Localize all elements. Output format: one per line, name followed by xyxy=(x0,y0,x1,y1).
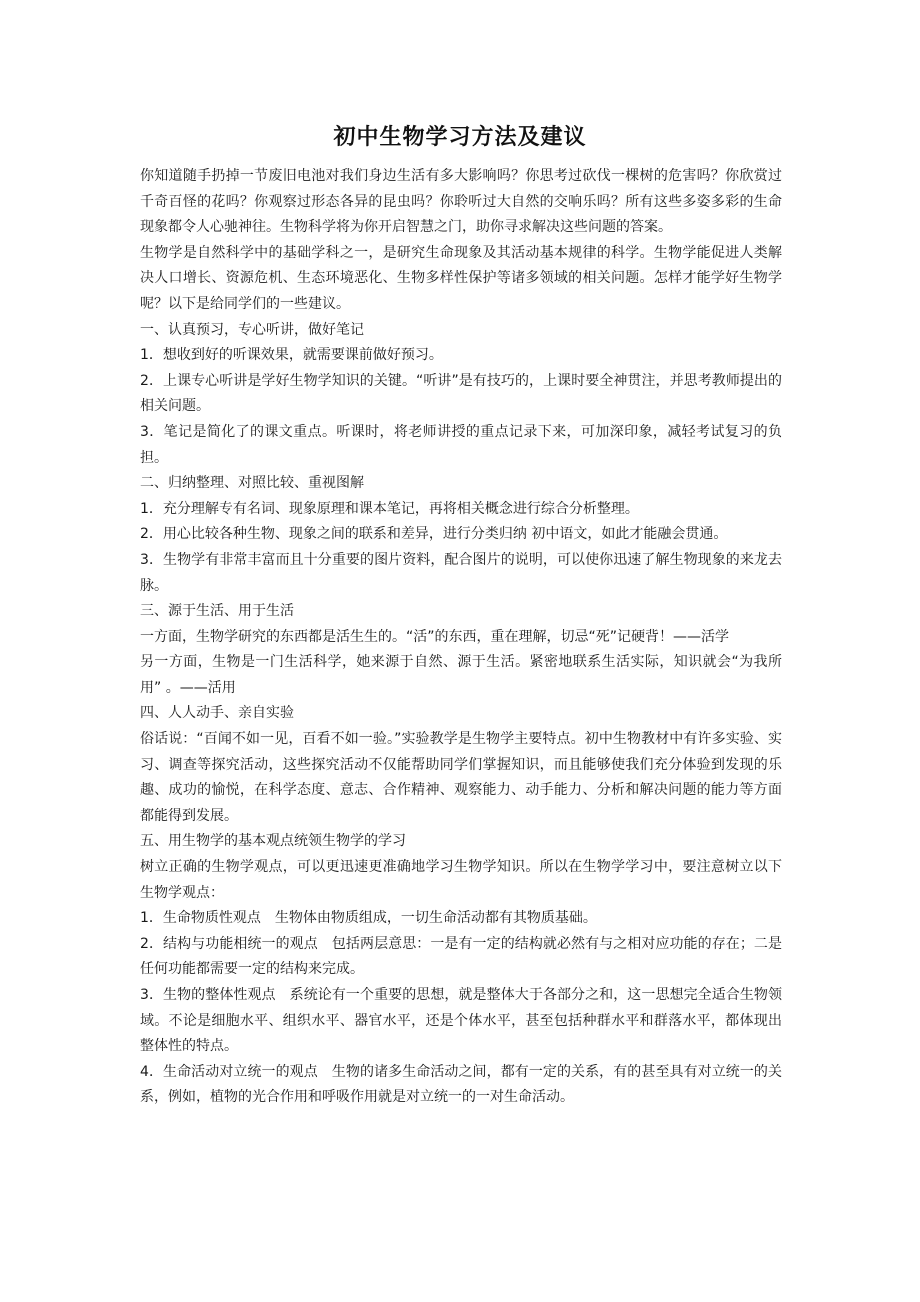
section-heading: 四、人人动手、亲自实验 xyxy=(140,705,294,722)
section-heading: 一、认真预习，专心听讲，做好笔记 xyxy=(140,321,364,338)
section-heading: 三、源于生活、用于生活 xyxy=(140,603,294,620)
list-item: 2．用心比较各种生物、现象之间的联系和差异，进行分类归纳 初中语文，如此才能融会贯通。 xyxy=(140,526,728,543)
list-item: 2．上课专心听讲是学好生物学知识的关键。“听讲”是有技巧的，上课时要全神贯注，并思考教师提出的相关问题。 xyxy=(140,372,782,415)
list-item: 2．结构与功能相统一的观点 包括两层意思：一是有一定的结构就必然有与之相对应功能的存在；二是任何功能都需要一定的结构来完成。 xyxy=(140,935,782,978)
list-item: 1．充分理解专有名词、现象原理和课本笔记，再将相关概念进行综合分析整理。 xyxy=(140,500,639,517)
list-item: 1．想收到好的听课效果，就需要课前做好预习。 xyxy=(140,347,443,364)
intro-paragraph: 生物学是自然科学中的基础学科之一，是研究生命现象及其活动基本规律的科学。生物学能促进人类解决人口增长、资源危机、生态环境恶化、生物多样性保护等诸多领域的相关问题。怎样才能学好生物学呢？以下是给同学们的一些建议。 xyxy=(140,244,782,312)
intro-paragraph: 你知道随手扔掉一节废旧电池对我们身边生活有多大影响吗？你思考过砍伐一棵树的危害吗？你欣赏过千奇百怪的花吗？你观察过形态各异的昆虫吗？你聆听过大自然的交响乐吗？所有这些多姿多彩的生命现象都令人心驰神往。生物科学将为你开启智慧之门，助你寻求解决这些问题的答案。 xyxy=(140,168,782,236)
body-paragraph: 俗话说：“百闻不如一见，百看不如一验。”实验教学是生物学主要特点。初中生物教材中有许多实验、实习、调查等探究活动，这些探究活动不仅能帮助同学们掌握知识，而且能够使我们充分体验到发现的乐趣、成功的愉悦，在科学态度、意志、合作精神、观察能力、动手能力、分析和解决问题的能力等方面都能得到发展。 xyxy=(140,731,782,824)
list-item: 3．生物学有非常丰富而且十分重要的图片资料，配合图片的说明，可以使你迅速了解生物现象的来龙去脉。 xyxy=(140,551,782,594)
list-item: 1．生命物质性观点 生物体由物质组成，一切生命活动都有其物质基础。 xyxy=(140,910,597,927)
section-heading: 二、归纳整理、对照比较、重视图解 xyxy=(140,475,364,492)
list-item: 3．生物的整体性观点 系统论有一个重要的思想，就是整体大于各部分之和，这一思想完全适合生物领域。不论是细胞水平、组织水平、器官水平，还是个体水平，甚至包括种群水平和群落水平，都体现出整体性的特点。 xyxy=(140,987,782,1055)
body-paragraph: 树立正确的生物学观点，可以更迅速更准确地学习生物学知识。所以在生物学学习中，要注意树立以下生物学观点： xyxy=(140,859,782,901)
document-body xyxy=(140,164,782,1111)
section-heading: 五、用生物学的基本观点统领生物学的学习 xyxy=(140,833,406,850)
list-item: 4．生命活动对立统一的观点 生物的诸多生命活动之间，都有一定的关系，有的甚至具有对立统一的关系，例如，植物的光合作用和呼吸作用就是对立统一的一对生命活动。 xyxy=(140,1063,782,1106)
list-item: 3．笔记是简化了的课文重点。听课时，将老师讲授的重点记录下来，可加深印象，减轻考试复习的负担。 xyxy=(140,423,782,466)
body-paragraph: 另一方面，生物是一门生活科学，她来源于自然、源于生活。紧密地联系生活实际，知识就会“为我所用” 。——活用 xyxy=(140,654,782,696)
body-paragraph: 一方面，生物学研究的东西都是活生生的。“活”的东西，重在理解，切忌“死”记硬背！——活学 xyxy=(140,628,730,645)
page-title: 初中生物学习方法及建议 xyxy=(333,124,587,150)
